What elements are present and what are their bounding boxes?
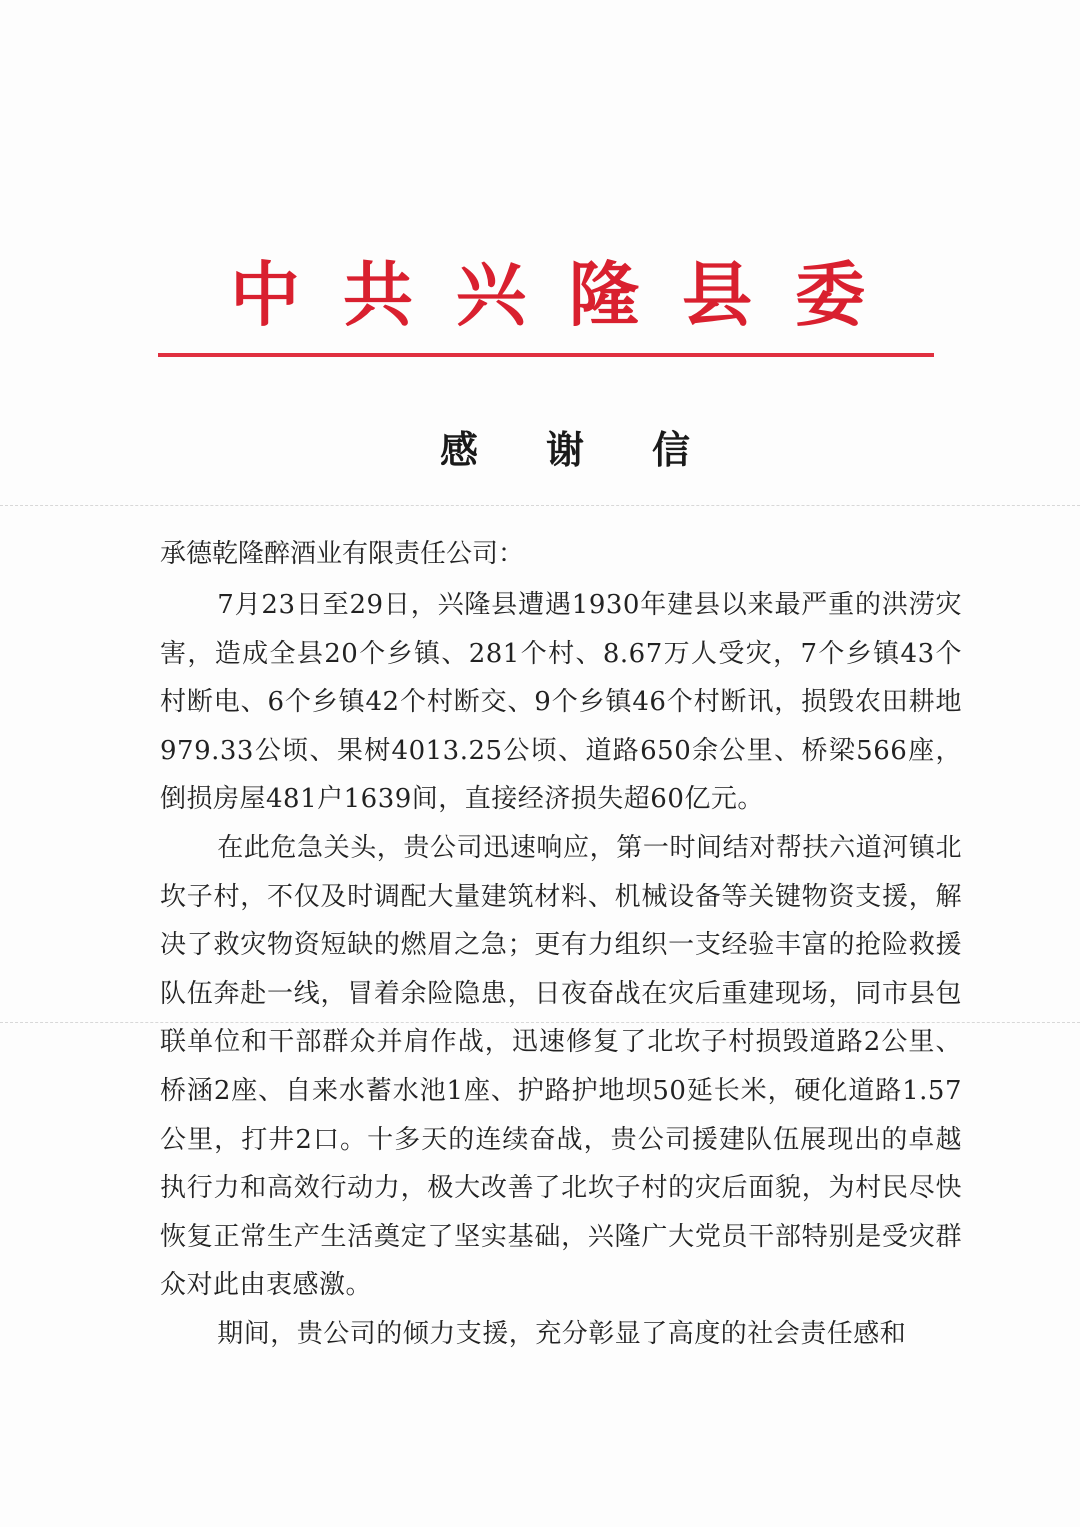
title-char: 信 bbox=[651, 428, 690, 472]
title-char: 谢 bbox=[545, 428, 584, 472]
letterhead-char: 隆 bbox=[569, 253, 639, 336]
body-paragraph: 期间，贵公司的倾力支援，充分彰显了高度的社会责任感和 bbox=[217, 1318, 907, 1349]
document-title bbox=[440, 420, 690, 480]
title-char: 感 bbox=[440, 428, 479, 472]
letterhead-char: 中 bbox=[230, 253, 300, 336]
letter-body bbox=[160, 581, 962, 1359]
letterhead-char: 县 bbox=[682, 253, 752, 336]
letterhead-char: 委 bbox=[795, 253, 865, 336]
salutation: 承德乾隆醉酒业有限责任公司： bbox=[160, 539, 525, 569]
body-paragraph: 在此危急关头，贵公司迅速响应，第一时间结对帮扶六道河镇北坎子村，不仅及时调配大量建筑材料、机械设备等关键物资支援，解决了救灾物资短缺的燃眉之急；更有力组织一支经验丰富的抢险救援队伍奔赴一线，冒着余险隐患，日夜奋战在灾后重建现场，同市县包联单位和干部群众并肩作战，迅速修复了北坎子村损毁道路2公里、桥涵2座、自来水蓄水池1座、护路护地坝50延长米，硬化道路1.57公里，打井2口。十多天的连续奋战，贵公司援建队伍展现出的卓越执行力和高效行动力，极大改善了北坎子村的灾后面貌，为村民尽快恢复正常生产生活奠定了坚实基础，兴隆广大党员干部特别是受灾群众对此由衷感激。 bbox=[160, 832, 962, 1301]
body-paragraph: 7月23日至29日，兴隆县遭遇1930年建县以来最严重的洪涝灾害，造成全县20个乡镇、281个村、8.67万人受灾，7个乡镇43个村断电、6个乡镇42个村断交、9个乡镇46个村断讯，损毁农田耕地979.33公顷、果树4013.25公顷、道路650余公里、桥梁566座，倒损房屋481户1639间，直接经济损失超60亿元。 bbox=[160, 590, 962, 815]
letterhead-org-name bbox=[160, 250, 935, 340]
letterhead-char: 共 bbox=[343, 253, 413, 336]
letterhead-red-rule bbox=[158, 353, 934, 357]
letterhead-char: 兴 bbox=[456, 253, 526, 336]
paper-fold-line bbox=[0, 505, 1080, 506]
